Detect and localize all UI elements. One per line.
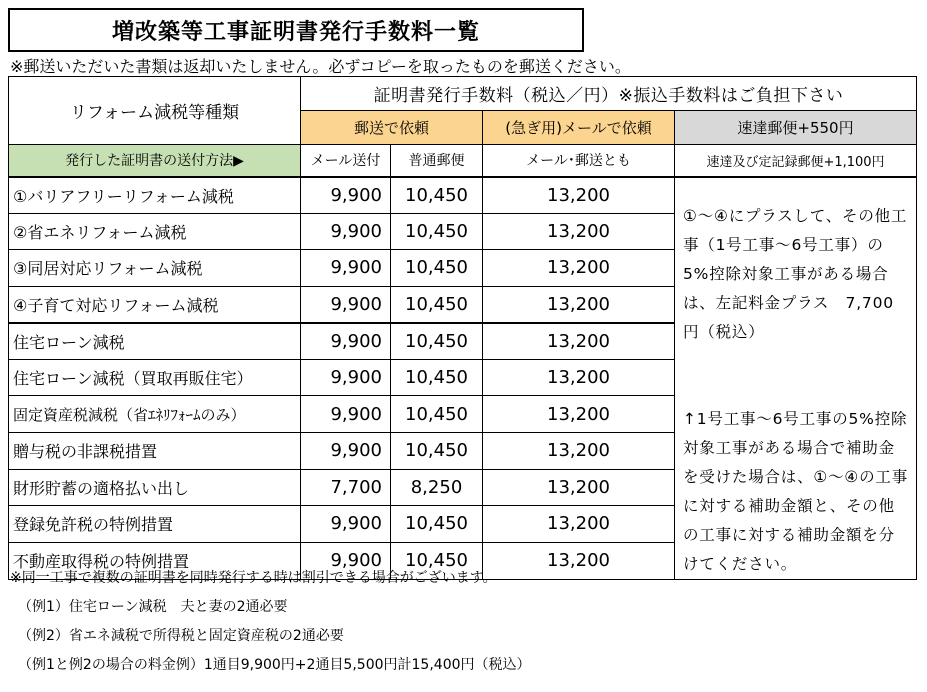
row-label: 不動産取得税の特例措置 — [9, 542, 301, 579]
post-fee: 10,450 — [391, 323, 483, 360]
express-registered-header: 速達及び定記録郵便+1,100円 — [675, 145, 917, 177]
post-fee: 10,450 — [391, 177, 483, 214]
row-label: ②省エネリフォーム減税 — [9, 213, 301, 250]
urgent-fee: 13,200 — [483, 542, 675, 579]
post-fee: 10,450 — [391, 213, 483, 250]
post-fee: 8,250 — [391, 469, 483, 506]
urgent-request-header: (急ぎ用)メールで依頼 — [483, 111, 675, 145]
mail-request-header: 郵送で依頼 — [301, 111, 483, 145]
row-label: ①バリアフリーリフォーム減税 — [9, 177, 301, 214]
urgent-fee: 13,200 — [483, 286, 675, 323]
email-fee: 9,900 — [301, 433, 391, 470]
footnotes — [10, 564, 670, 680]
table-row — [9, 177, 917, 214]
row-label: ④子育て対応リフォーム減税 — [9, 286, 301, 323]
col-both-header: メール･郵送とも — [483, 145, 675, 177]
side-notes — [675, 177, 917, 580]
urgent-fee: 13,200 — [483, 506, 675, 543]
col-email-header: メール送付 — [301, 145, 391, 177]
email-fee: 9,900 — [301, 177, 391, 214]
side-note-subsidy: ↑1号工事～6号工事の5%控除対象工事がある場合で補助金を受けた場合は、①～④の工事に対する補助金額と、その他の工事に対する補助金額を分けてください。 — [683, 409, 908, 573]
post-fee: 10,450 — [391, 506, 483, 543]
urgent-fee: 13,200 — [483, 250, 675, 287]
email-fee: 9,900 — [301, 506, 391, 543]
row-label: 財形貯蓄の適格払い出し — [9, 469, 301, 506]
footnote-example-2: （例2）省エネ減税で所得税と固定資産税の2通必要 — [18, 628, 344, 644]
urgent-fee: 13,200 — [483, 469, 675, 506]
notice-text: ※郵送いただいた書類は返却いたしません。必ずコピーを取ったものを郵送ください。 — [10, 57, 631, 76]
row-label: 贈与税の非課税措置 — [9, 433, 301, 470]
footnote-discount: ※同一工事で複数の証明書を同時発行する時は割引できる場合がございます。 — [10, 570, 497, 586]
method-label: 発行した証明書の送付方法▶ — [9, 145, 301, 177]
urgent-fee: 13,200 — [483, 177, 675, 214]
email-fee: 9,900 — [301, 213, 391, 250]
post-fee: 10,450 — [391, 433, 483, 470]
email-fee: 9,900 — [301, 359, 391, 396]
post-fee: 10,450 — [391, 359, 483, 396]
urgent-fee: 13,200 — [483, 213, 675, 250]
email-fee: 9,900 — [301, 250, 391, 287]
post-fee: 10,450 — [391, 250, 483, 287]
row-label: 登録免許税の特例措置 — [9, 506, 301, 543]
urgent-fee: 13,200 — [483, 396, 675, 433]
email-fee: 9,900 — [301, 542, 391, 579]
urgent-fee: 13,200 — [483, 359, 675, 396]
email-fee: 9,900 — [301, 323, 391, 360]
email-fee: 7,700 — [301, 469, 391, 506]
side-note-plus: ①～④にプラスして、その他工事（1号工事～6号工事）の5%控除対象工事がある場合は、左記料金プラス 7,700円（税込） — [683, 206, 908, 341]
urgent-fee: 13,200 — [483, 323, 675, 360]
footnote-price-example: （例1と例2の場合の料金例）1通目9,900円+2通目5,500円計15,400円（税込） — [18, 657, 531, 673]
email-fee: 9,900 — [301, 396, 391, 433]
fee-header: 証明書発行手数料（税込／円）※振込手数料はご負担下さい — [301, 77, 917, 111]
row-label: 住宅ローン減税（買取再販住宅） — [9, 359, 301, 396]
kind-header: リフォーム減税等種類 — [9, 77, 301, 145]
row-label: 固定資産税減税（省ｴﾈﾘﾌｫｰﾑのみ） — [9, 396, 301, 433]
email-fee: 9,900 — [301, 286, 391, 323]
urgent-fee: 13,200 — [483, 433, 675, 470]
page-title: 増改築等工事証明書発行手数料一覧 — [8, 8, 584, 52]
post-fee: 10,450 — [391, 286, 483, 323]
row-label: 住宅ローン減税 — [9, 323, 301, 360]
fee-table — [8, 76, 917, 580]
post-fee: 10,450 — [391, 542, 483, 579]
express-header: 速達郵便+550円 — [675, 111, 917, 145]
footnote-example-1: （例1）住宅ローン減税 夫と妻の2通必要 — [18, 599, 288, 615]
post-fee: 10,450 — [391, 396, 483, 433]
col-post-header: 普通郵便 — [391, 145, 483, 177]
row-label: ③同居対応リフォーム減税 — [9, 250, 301, 287]
